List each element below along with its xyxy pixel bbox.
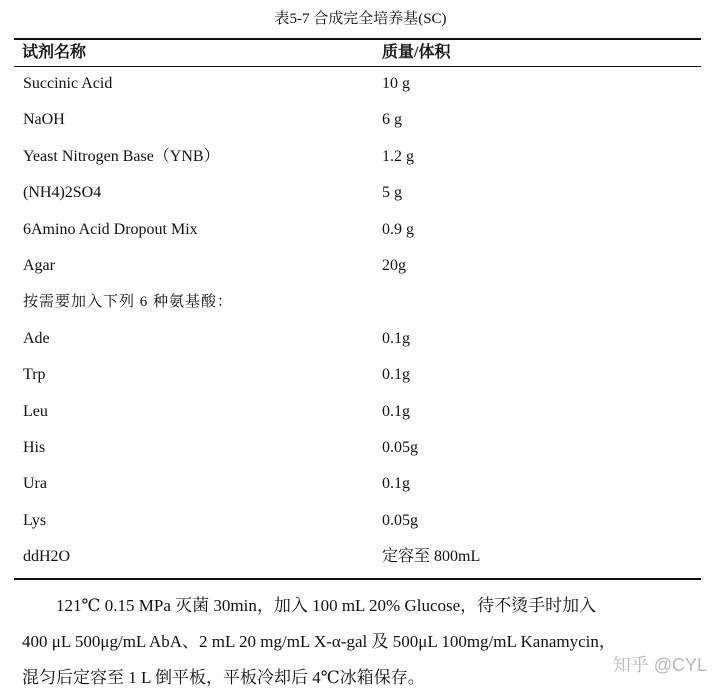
reagent-amount: 10 g	[382, 75, 410, 92]
table-row	[0, 102, 721, 138]
reagent-amount: 1.2 g	[382, 147, 414, 165]
reagent-name: (NH4)2SO4	[23, 184, 102, 202]
reagent-name: Agar	[23, 256, 55, 274]
table-row	[0, 321, 721, 357]
table-row	[0, 139, 721, 175]
reagent-amount: 0.1g	[382, 402, 410, 420]
table-bottom-rule	[14, 578, 701, 580]
reagent-amount: 0.1g	[382, 329, 410, 347]
header-reagent-name: 试剂名称	[22, 44, 87, 61]
reagent-amount: 0.9 g	[382, 220, 414, 238]
table-note-row	[0, 284, 721, 320]
reagent-name: ddH2O	[23, 548, 71, 566]
reagent-amount: 定容至 800mL	[382, 548, 481, 566]
table-top-rule	[14, 38, 701, 40]
reagent-name: 6Amino Acid Dropout Mix	[23, 220, 198, 238]
table-row	[0, 394, 721, 430]
table-body	[0, 66, 721, 575]
reagent-amount: 5 g	[382, 184, 402, 202]
reagent-amount: 0.05g	[382, 511, 418, 529]
table-row	[0, 503, 721, 539]
procedure-paragraph	[22, 588, 712, 696]
reagent-amount: 0.05g	[382, 438, 418, 456]
table-row	[0, 466, 721, 502]
zhihu-watermark: 知乎 @CYL	[612, 655, 707, 675]
table-row	[0, 357, 721, 393]
reagent-amount: 20g	[382, 256, 406, 274]
table-row	[0, 175, 721, 211]
reagent-name: Lys	[23, 511, 47, 529]
reagent-amount: 0.1g	[382, 475, 410, 493]
table-row	[0, 430, 721, 466]
table-row	[0, 248, 721, 284]
reagent-name: Succinic Acid	[23, 75, 113, 92]
table-caption: 表5-7 合成完全培养基(SC)	[274, 11, 447, 27]
table-row	[0, 539, 721, 575]
reagent-name: Ura	[23, 475, 47, 493]
reagent-name: NaOH	[23, 111, 65, 129]
paragraph-line: 混匀后定容至 1 L 倒平板，平板冷却后 4℃冰箱保存。	[22, 668, 425, 687]
reagent-name: Trp	[23, 366, 46, 384]
table-row	[0, 66, 721, 102]
table-row	[0, 212, 721, 248]
reagent-amount: 0.1g	[382, 366, 410, 384]
reagent-name: Ade	[23, 329, 50, 347]
paragraph-line: 400 μL 500μg/mL AbA、2 mL 20 mg/mL X-α-gal 及 500μL 100mg/mL Kanamycin，	[22, 632, 616, 651]
header-mass-volume: 质量/体积	[382, 44, 451, 61]
reagent-name: Yeast Nitrogen Base（YNB）	[23, 147, 220, 165]
reagent-name: Leu	[23, 402, 48, 420]
reagent-name: His	[23, 438, 46, 456]
paragraph-line: 121℃ 0.15 MPa 灭菌 30min，加入 100 mL 20% Glucose，待不烫手时加入	[56, 596, 597, 615]
reagent-amount: 6 g	[382, 111, 402, 129]
amino-acid-note: 按需要加入下列 6 种氨基酸：	[23, 294, 234, 311]
